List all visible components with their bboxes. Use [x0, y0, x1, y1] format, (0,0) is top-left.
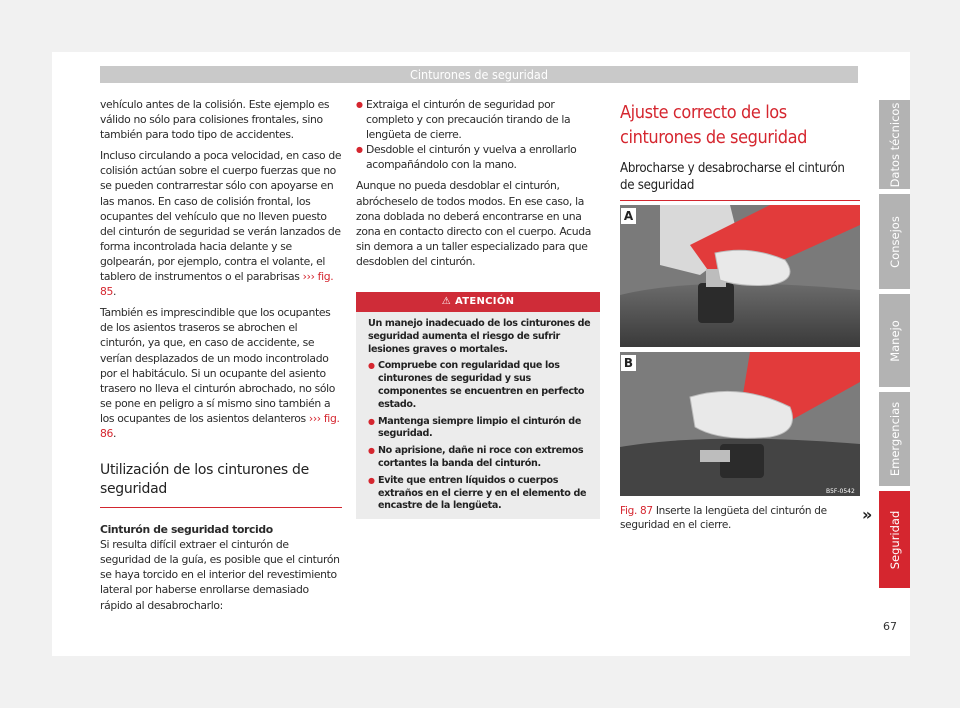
figure-label-b: B [621, 355, 636, 371]
seatbelt-buckle-illustration-a [620, 205, 860, 347]
warning-header [356, 292, 600, 312]
paragraph: Si resulta difícil extraer el cinturón de seguridad de la guía, es posible que el cinturón se haya torcido en el interior del revestimiento lateral por haberse enrollarse demasiado rápido al desabrocharlo: [100, 538, 340, 612]
paragraph: También es imprescindible que los ocupantes de los asientos traseros se abrochen el cinturón, ya que, en caso de accidente, se verían desplazados de un modo incontrolado por el habitáculo. Si un ocupante del asiento trasero no lleva el cinturón abrochado, no sólo se pone en peligro a sí mismo sino también a los ocupantes de los asientos delanteros ››› fig. 86. [100, 306, 340, 440]
figure-panel-b [620, 352, 860, 496]
warning-body [356, 312, 600, 513]
seatbelt-buckle-illustration-b [620, 352, 860, 496]
middle-column [356, 97, 602, 275]
list-item: ● No aprisione, dañe ni roce con extremos cortantes la banda del cinturón. [368, 445, 592, 471]
tab-label: Manejo [887, 319, 902, 362]
page-number: 67 [883, 620, 897, 633]
warning-list [368, 360, 592, 513]
tab-seguridad[interactable] [879, 491, 910, 588]
section-heading: Utilización de los cinturones de seguridad [100, 462, 309, 498]
tab-label: Consejos [887, 215, 902, 268]
tab-emergencias[interactable] [879, 392, 910, 486]
paragraph-text: También es imprescindible que los ocupantes de los asientos traseros se abrochen el cinturón, ya que, en caso de accidente, se verían desplazados de un modo incontrolado por el habitáculo. Si un ocupante del asiento trasero no lleva el cinturón abrochado, no sólo se pone en peligro a sí mismo sino también a los ocupantes de los asientos delanteros [100, 306, 336, 425]
left-column [100, 97, 342, 619]
list-item: ● Extraiga el cinturón de seguridad por completo y con precaución tirando de la lengüeta de cierre. [356, 97, 602, 142]
tab-datos-tecnicos[interactable] [879, 100, 910, 189]
warning-intro: Un manejo inadecuado de los cinturones de seguridad aumenta el riesgo de sufrir lesiones graves o mortales. [368, 318, 591, 355]
section-rule [100, 507, 342, 508]
page-header: Cinturones de seguridad [100, 66, 858, 83]
list-item: ● Compruebe con regularidad que los cinturones de seguridad y sus componentes se encuentren en perfecto estado. [368, 360, 592, 411]
figure-caption [620, 504, 852, 532]
subtitle-rule [620, 200, 860, 201]
warning-title: ATENCIÓN [454, 296, 515, 307]
figure-ref: Fig. 87 [620, 505, 653, 517]
figure-label-a: A [621, 208, 636, 224]
list-item: ● Mantenga siempre limpio el cinturón de seguridad. [368, 416, 592, 442]
caption-text: Inserte la lengüeta del cinturón de seguridad en el cierre. [620, 505, 827, 531]
tab-consejos[interactable] [879, 194, 910, 289]
fig-85-link[interactable]: ››› fig. 85 [100, 270, 334, 299]
warning-triangle-icon: ⚠ [441, 296, 451, 307]
section-title: Ajuste correcto de los cinturones de seguridad [620, 102, 808, 148]
paragraph: Aunque no pueda desdoblar el cinturón, abróchеselo de todos modos. En ese caso, la zona doblada no deberá encontrarse en una zona en contacto directo con el cuerpo. Acuda sin demora a un taller especializado para que desdoblen del cinturón. [356, 179, 592, 268]
tab-label: Emergencias [887, 401, 902, 477]
subheading: Cinturón de seguridad torcido [100, 523, 273, 537]
fig-86-link[interactable]: ››› fig. 86 [100, 411, 340, 440]
tab-manejo[interactable] [879, 294, 910, 387]
continue-chevron-icon: » [862, 505, 873, 524]
paragraph: vehículo antes de la colisión. Este ejemplo es válido no sólo para colisiones frontales, sino también para todo tipo de accidentes. [100, 98, 330, 142]
warning-box [356, 292, 600, 519]
figure-code: B5F-0542 [826, 488, 855, 495]
list-item: ● Desdoble el cinturón y vuelva a enrollarlo acompañándolo con la mano. [356, 142, 602, 172]
figure-panel-a [620, 205, 860, 347]
list-item: ● Evite que entren líquidos o cuerpos extraños en el cierre y en el elemento de encastre de la lengüeta. [368, 475, 592, 513]
tab-label: Seguridad [887, 510, 902, 569]
paragraph-text: Incluso circulando a poca velocidad, en caso de colisión actúan sobre el cuerpo fuerzas que no se pueden contrarrestar sólo con apoyarse en las manos. En caso de colisión frontal, los ocupantes del vehículo que no lleven puesto del cinturón de seguridad se verán lanzados de forma incontrolada hacia delante y se golpearán, por ejemplo, contra el volante, el tablero de instrumentos o el parabrisas [100, 149, 342, 284]
paragraph: Incluso circulando a poca velocidad, en caso de colisión actúan sobre el cuerpo fuerzas que no se pueden contrarrestar sólo con apoyarse en las manos. En caso de colisión frontal, los ocupantes del vehículo que no lleven puesto del cinturón de seguridad se verán lanzados de forma incontrolada hacia delante y se golpearán, por ejemplo, contra el volante, el tablero de instrumentos o el parabrisas ››› fig. 85. [100, 149, 342, 299]
tab-label: Datos técnicos [887, 102, 902, 187]
bullet-list [356, 97, 602, 172]
section-subtitle: Abrocharse y desabrocharse el cinturón de seguridad [620, 161, 845, 193]
